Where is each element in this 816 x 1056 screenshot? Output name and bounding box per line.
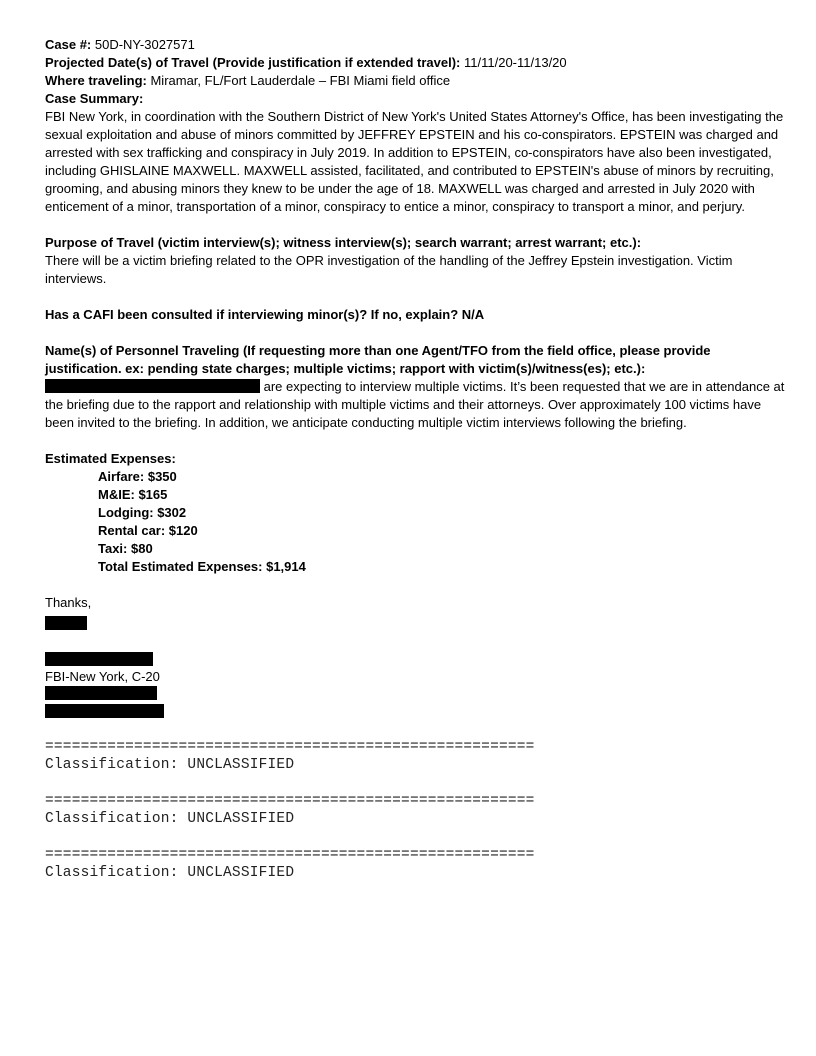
classification-block-3 [45,846,785,882]
document-page [45,36,785,882]
expense-rental-car: Rental car: $120 [98,523,198,538]
classification-block-1 [45,738,785,774]
case-number-line [45,36,785,54]
classification-text: Classification: UNCLASSIFIED [45,757,295,773]
destination-value: Miramar, FL/Fort Lauderdale – FBI Miami field office [146,73,451,88]
expense-lodging: Lodging: $302 [98,505,187,520]
redaction-title [45,686,157,700]
case-number-label: Case #: [45,37,92,52]
redaction-names [45,379,260,393]
expense-total: Total Estimated Expenses: $1,914 [98,559,306,574]
office-text: FBI-New York, C-20 [45,669,160,684]
separator-rule: ======================================================= [45,739,535,755]
redaction-phone [45,704,164,718]
redaction-signature [45,616,87,630]
destination-line [45,72,785,90]
case-summary-text: FBI New York, in coordination with the Southern District of New York's United States Attorney's Office, has been investigating the sexual exploitation and abuse of minors committed by JEFFREY EPSTEIN and his co-conspirators. EPSTEIN was charged and arrested with sex trafficking and conspiracy in July 2019. In addition to EPSTEIN, co-conspirators have also been investigated, including GHISLAINE MAXWELL. MAXWELL assisted, facilitated, and contributed to EPSTEIN's abuse of minors by recruiting, grooming, and abusing minors they knew to be under the age of 18. MAXWELL was charged and arrested in July 2020 with enticement of a minor, transportation of a minor, conspiracy to entice a minor, conspiracy to transport a minor, and perjury. [45,109,784,214]
classification-text: Classification: UNCLASSIFIED [45,865,295,881]
personnel-text: are expecting to interview multiple victims. It’s been requested that we are in attendance at the briefing due to the rapport and relationship with multiple victims and their attorneys. Over approximately 100 victims have been invited to the briefing. In addition, we anticipate conducting multiple victim interviews following the briefing. [45,379,785,430]
travel-dates-value: 11/11/20-11/13/20 [460,55,567,70]
travel-dates-label: Projected Date(s) of Travel (Provide justification if extended travel): [45,55,461,70]
redaction-name [45,652,153,666]
case-summary-label: Case Summary: [45,91,144,106]
travel-dates-line [45,54,785,72]
expense-airfare: Airfare: $350 [98,469,177,484]
purpose-text: There will be a victim briefing related to the OPR investigation of the handling of the Jeffrey Epstein investigation. Victim interviews. [45,253,733,286]
classification-text: Classification: UNCLASSIFIED [45,811,295,827]
destination-label: Where traveling: [45,73,147,88]
separator-rule: ======================================================= [45,793,535,809]
case-number-value: 50D-NY-3027571 [91,37,195,52]
cafi-question: Has a CAFI been consulted if interviewing minor(s)? If no, explain? N/A [45,307,485,322]
expense-mie: M&IE: $165 [98,487,168,502]
personnel-label: Name(s) of Personnel Traveling (If requesting more than one Agent/TFO from the field office, please provide justification. ex: pending state charges; multiple victims; rapport with victim(s)/witness(es); etc.): [45,343,711,376]
separator-rule: ======================================================= [45,847,535,863]
classification-block-2 [45,792,785,828]
thanks-text: Thanks, [45,595,92,610]
expense-taxi: Taxi: $80 [98,541,153,556]
purpose-label: Purpose of Travel (victim interview(s); witness interview(s); search warrant; arrest warrant; etc.): [45,235,642,250]
expenses-label: Estimated Expenses: [45,451,176,466]
